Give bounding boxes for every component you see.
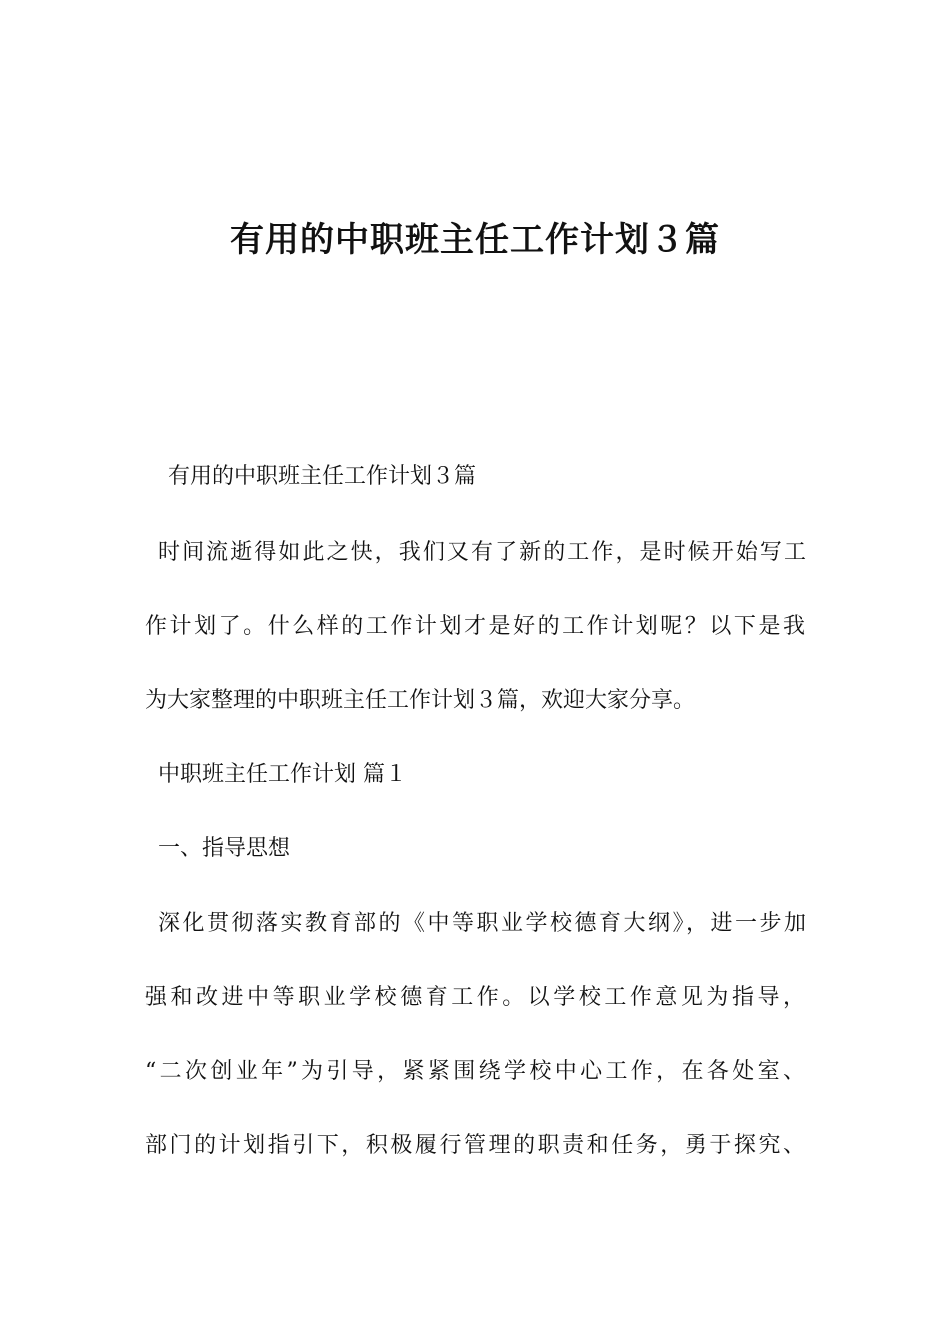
paragraph-line: 时间流逝得如此之快，我们又有了新的工作，是时候开始写工 bbox=[158, 540, 806, 565]
paragraph-line: 作计划了。什么样的工作计划才是好的工作计划呢？以下是我 bbox=[145, 614, 805, 639]
subsection-heading: 一、指导思想 bbox=[158, 836, 291, 861]
paragraph-line: “二次创业年”为引导，紧紧围绕学校中心工作，在各处室、 bbox=[145, 1059, 805, 1084]
paragraph-line: 为大家整理的中职班主任工作计划３篇，欢迎大家分享。 bbox=[145, 688, 696, 713]
section-heading: 中职班主任工作计划 篇１ bbox=[158, 762, 407, 787]
paragraph-line: 强和改进中等职业学校德育工作。以学校工作意见为指导， bbox=[145, 985, 805, 1010]
document-title: 有用的中职班主任工作计划３篇 bbox=[230, 220, 720, 260]
paragraph-line: 深化贯彻落实教育部的《中等职业学校德育大纲》，进一步加 bbox=[158, 911, 806, 936]
paragraph-line: 部门的计划指引下，积极履行管理的职责和任务，勇于探究、 bbox=[145, 1133, 805, 1158]
subtitle-line: 有用的中职班主任工作计划３篇 bbox=[168, 464, 477, 489]
